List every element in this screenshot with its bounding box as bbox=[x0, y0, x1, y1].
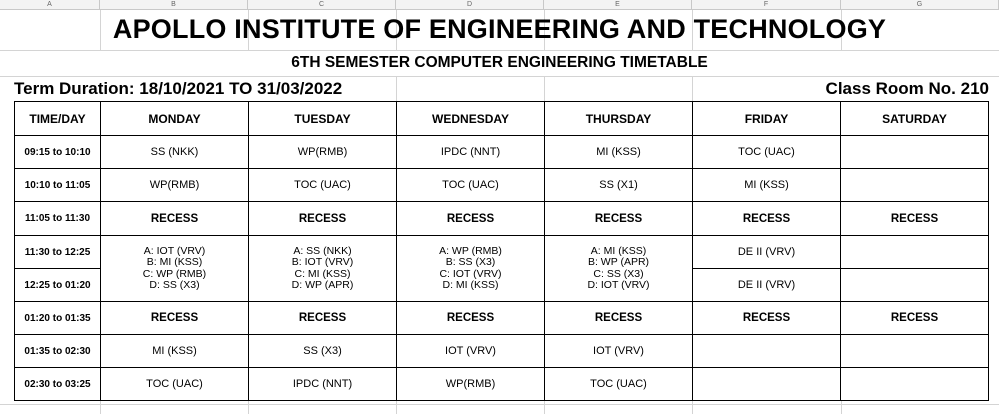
column-letter[interactable]: C bbox=[248, 0, 396, 10]
batch-line: A: MI (KSS) bbox=[590, 244, 647, 257]
table-cell[interactable]: SS (X3) bbox=[249, 335, 397, 368]
header-wednesday[interactable]: WEDNESDAY bbox=[397, 102, 545, 136]
recess-cell[interactable]: RECESS bbox=[693, 302, 841, 335]
table-row bbox=[15, 136, 989, 169]
grid-line bbox=[692, 400, 693, 414]
table-cell[interactable]: IOT (VRV) bbox=[545, 335, 693, 368]
recess-cell[interactable]: RECESS bbox=[397, 202, 545, 236]
recess-cell[interactable]: RECESS bbox=[841, 302, 989, 335]
table-cell[interactable]: TOC (UAC) bbox=[397, 169, 545, 202]
recess-cell[interactable]: RECESS bbox=[545, 202, 693, 236]
batch-line: C: WP (RMB) bbox=[142, 267, 207, 280]
grid-line bbox=[0, 404, 999, 405]
table-cell[interactable]: WP(RMB) bbox=[249, 136, 397, 169]
batch-line: D: MI (KSS) bbox=[442, 279, 499, 291]
table-row bbox=[15, 236, 989, 269]
recess-row bbox=[15, 202, 989, 236]
header-time-day[interactable]: TIME/DAY bbox=[15, 102, 101, 136]
table-cell[interactable] bbox=[693, 335, 841, 368]
table-row bbox=[15, 169, 989, 202]
header-tuesday[interactable]: TUESDAY bbox=[249, 102, 397, 136]
time-slot[interactable]: 01:35 to 02:30 bbox=[15, 335, 101, 368]
table-cell[interactable]: TOC (UAC) bbox=[693, 136, 841, 169]
grid-line bbox=[544, 400, 545, 414]
table-cell[interactable] bbox=[841, 335, 989, 368]
batch-line: D: WP (APR) bbox=[291, 279, 354, 291]
table-cell[interactable]: MI (KSS) bbox=[693, 169, 841, 202]
grid-line bbox=[0, 50, 999, 51]
grid-line bbox=[248, 400, 249, 414]
batch-line: A: WP (RMB) bbox=[439, 244, 502, 257]
header-saturday[interactable]: SATURDAY bbox=[841, 102, 989, 136]
recess-cell[interactable]: RECESS bbox=[693, 202, 841, 236]
grid-line bbox=[841, 400, 842, 414]
time-slot[interactable]: 11:30 to 12:25 bbox=[15, 236, 101, 269]
time-slot[interactable]: 12:25 to 01:20 bbox=[15, 269, 101, 302]
grid-line bbox=[692, 76, 693, 101]
time-slot[interactable]: 11:05 to 11:30 bbox=[15, 202, 101, 236]
timetable-subtitle: 6TH SEMESTER COMPUTER ENGINEERING TIMETABLE bbox=[291, 54, 708, 71]
table-cell[interactable] bbox=[841, 136, 989, 169]
column-letter[interactable]: E bbox=[544, 0, 692, 10]
header-friday[interactable]: FRIDAY bbox=[693, 102, 841, 136]
institute-title: APOLLO INSTITUTE OF ENGINEERING AND TECHNOLOGY bbox=[112, 14, 887, 44]
term-duration: Term Duration: 18/10/2021 TO 31/03/2022 bbox=[14, 79, 343, 98]
table-cell[interactable] bbox=[841, 368, 989, 401]
table-cell[interactable]: TOC (UAC) bbox=[101, 368, 249, 401]
header-thursday[interactable]: THURSDAY bbox=[545, 102, 693, 136]
column-letter[interactable]: G bbox=[841, 0, 999, 10]
table-cell[interactable]: DE II (VRV) bbox=[693, 236, 841, 269]
recess-cell[interactable]: RECESS bbox=[841, 202, 989, 236]
column-letter[interactable]: D bbox=[396, 0, 544, 10]
time-slot[interactable]: 01:20 to 01:35 bbox=[15, 302, 101, 335]
column-letter[interactable]: B bbox=[100, 0, 248, 10]
batch-line: C: IOT (VRV) bbox=[439, 267, 502, 280]
batch-line: A: SS (NKK) bbox=[293, 244, 352, 257]
timetable bbox=[14, 101, 989, 401]
recess-cell[interactable]: RECESS bbox=[545, 302, 693, 335]
table-cell[interactable]: SS (NKK) bbox=[101, 136, 249, 169]
table-cell[interactable]: WP(RMB) bbox=[397, 368, 545, 401]
batch-line: B: WP (APR) bbox=[587, 256, 650, 268]
recess-cell[interactable]: RECESS bbox=[397, 302, 545, 335]
table-cell[interactable]: DE II (VRV) bbox=[693, 269, 841, 302]
table-cell[interactable] bbox=[693, 368, 841, 401]
grid-line bbox=[100, 400, 101, 414]
recess-cell[interactable]: RECESS bbox=[101, 202, 249, 236]
class-room-number: Class Room No. 210 bbox=[825, 79, 989, 98]
table-cell[interactable]: TOC (UAC) bbox=[545, 368, 693, 401]
batch-line: C: MI (KSS) bbox=[294, 267, 351, 280]
batch-line: D: IOT (VRV) bbox=[587, 279, 650, 291]
header-monday[interactable]: MONDAY bbox=[101, 102, 249, 136]
batch-cell-tuesday[interactable] bbox=[249, 236, 397, 302]
table-row bbox=[15, 335, 989, 368]
batch-line: B: MI (KSS) bbox=[146, 256, 203, 268]
column-header-strip bbox=[0, 0, 999, 10]
time-slot[interactable]: 09:15 to 10:10 bbox=[15, 136, 101, 169]
batch-line: A: IOT (VRV) bbox=[143, 244, 206, 257]
recess-cell[interactable]: RECESS bbox=[101, 302, 249, 335]
recess-cell[interactable]: RECESS bbox=[249, 302, 397, 335]
table-cell[interactable] bbox=[841, 269, 989, 302]
header-row bbox=[15, 102, 989, 136]
table-cell[interactable]: IPDC (NNT) bbox=[397, 136, 545, 169]
table-cell[interactable]: MI (KSS) bbox=[101, 335, 249, 368]
grid-line bbox=[396, 400, 397, 414]
time-slot[interactable]: 10:10 to 11:05 bbox=[15, 169, 101, 202]
table-cell[interactable]: MI (KSS) bbox=[545, 136, 693, 169]
table-cell[interactable]: TOC (UAC) bbox=[249, 169, 397, 202]
table-cell[interactable] bbox=[841, 169, 989, 202]
table-row bbox=[15, 368, 989, 401]
batch-line: D: SS (X3) bbox=[149, 279, 200, 291]
recess-row bbox=[15, 302, 989, 335]
grid-line bbox=[0, 76, 999, 77]
table-cell[interactable]: WP(RMB) bbox=[101, 169, 249, 202]
table-cell[interactable]: IPDC (NNT) bbox=[249, 368, 397, 401]
column-letter[interactable]: F bbox=[692, 0, 841, 10]
grid-line bbox=[544, 76, 545, 101]
batch-cell-monday[interactable] bbox=[101, 236, 249, 302]
time-slot[interactable]: 02:30 to 03:25 bbox=[15, 368, 101, 401]
batch-line: C: SS (X3) bbox=[593, 267, 644, 280]
table-cell[interactable]: SS (X1) bbox=[545, 169, 693, 202]
grid-line bbox=[396, 76, 397, 101]
column-letter[interactable]: A bbox=[0, 0, 100, 10]
table-cell[interactable] bbox=[841, 236, 989, 269]
batch-line: B: SS (X3) bbox=[445, 256, 496, 268]
batch-cell-thursday[interactable] bbox=[545, 236, 693, 302]
batch-cell-wednesday[interactable] bbox=[397, 236, 545, 302]
table-cell[interactable]: IOT (VRV) bbox=[397, 335, 545, 368]
batch-line: B: IOT (VRV) bbox=[291, 256, 354, 268]
recess-cell[interactable]: RECESS bbox=[249, 202, 397, 236]
